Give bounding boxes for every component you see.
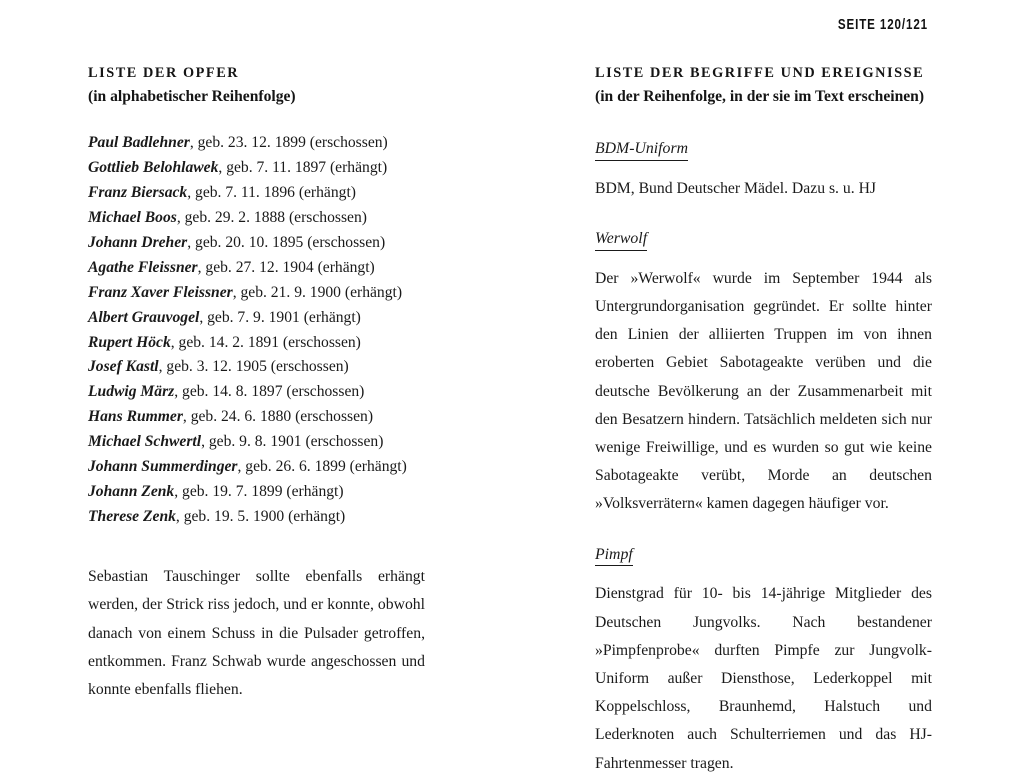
victim-name: Paul Badlehner: [88, 133, 190, 151]
glossary-term: BDM-Uniform: [595, 141, 688, 161]
victim-details: , geb. 23. 12. 1899 (erschossen): [189, 133, 388, 151]
victim-name: Franz Xaver Fleissner: [88, 283, 233, 301]
victim-list-item: [88, 505, 425, 530]
victim-details: , geb. 9. 8. 1901 (erschossen): [201, 433, 384, 451]
victim-name: Ludwig März: [88, 383, 175, 401]
victim-details: , geb. 19. 5. 1900 (erhängt): [175, 508, 346, 526]
victim-name: Albert Grauvogel: [88, 308, 200, 326]
victim-details: , geb. 29. 2. 1888 (erschossen): [176, 208, 367, 226]
victim-details: , geb. 19. 7. 1899 (erhängt): [174, 483, 344, 501]
victim-name: Hans Rummer: [88, 408, 183, 426]
victim-list-item: [88, 355, 425, 380]
victim-details: , geb. 14. 2. 1891 (erschossen): [170, 333, 361, 351]
glossary-definition: Der »Werwolf« wurde im September 1944 als Untergrundorganisation gegründet. Er sollte hinter den Linien der alliierten Truppen im von ihnen eroberten Gebiet Sabotageakte verüben und die deutsche Bevölkerung an der Zusammenarbeit mit den Besatzern hindern. Tatsächlich meldeten sich nur wenige Freiwillige, und es wurden so gut wie keine Sabotageakte verübt, Morde an deutschen »Volksverrätern« kamen dagegen häufiger vor.: [595, 269, 932, 513]
victim-name: Therese Zenk: [88, 508, 176, 526]
column-victims: [88, 66, 425, 778]
glossary-entry: [595, 140, 932, 203]
glossary-definition: Dienstgrad für 10- bis 14-jährige Mitglieder des Deutschen Jungvolks. Nach bestandener »Pimpfenprobe« durften Pimpfe zur Jungvolk-Uniform außer Diensthose, Lederkoppel mit Koppelschloss, Braunhemd, Halstuch und Lederknoten auch Schulterriemen und das HJ-Fahrtenmesser tragen.: [595, 585, 932, 772]
victim-details: , geb. 7. 9. 1901 (erhängt): [199, 308, 361, 326]
victim-details: , geb. 3. 12. 1905 (erschossen): [158, 358, 349, 376]
victim-list-item: [88, 380, 425, 405]
victim-list-item: [88, 331, 425, 356]
glossary-term: Werwolf: [595, 231, 647, 251]
victim-name: Josef Kastl: [88, 358, 159, 376]
victims-section-subheading: (in alphabetischer Reihenfolge): [88, 88, 296, 106]
victim-name: Michael Boos: [88, 208, 177, 226]
victim-name: Agathe Fleissner: [88, 258, 198, 276]
victim-list-item: [88, 306, 425, 331]
victim-list-item: [88, 156, 425, 181]
glossary-term: Pimpf: [595, 547, 633, 567]
victim-details: , geb. 24. 6. 1880 (erschossen): [182, 408, 374, 426]
victim-list-item: [88, 181, 425, 206]
victim-details: , geb. 7. 11. 1897 (erhängt): [218, 158, 388, 176]
victim-details: , geb. 26. 6. 1899 (erhängt): [237, 458, 407, 476]
victim-details: , geb. 27. 12. 1904 (erhängt): [197, 258, 375, 276]
victim-list-item: [88, 206, 425, 231]
victim-name: Michael Schwertl: [88, 433, 202, 451]
column-glossary: [595, 66, 932, 778]
victim-name: Rupert Höck: [88, 333, 171, 351]
victim-list-item: [88, 231, 425, 256]
victim-list-item: [88, 256, 425, 281]
victim-list-item: [88, 405, 425, 430]
victim-list-item: [88, 480, 425, 505]
glossary-section-subheading: (in der Reihenfolge, in der sie im Text erscheinen): [595, 88, 925, 106]
victims-list: [88, 131, 425, 530]
glossary-entry: [595, 546, 932, 778]
victim-name: Franz Biersack: [88, 183, 188, 201]
glossary-definition: BDM, Bund Deutscher Mädel. Dazu s. u. HJ: [595, 179, 877, 197]
victim-details: , geb. 21. 9. 1900 (erhängt): [232, 283, 403, 301]
victim-list-item: [88, 281, 425, 306]
victims-closing-paragraph: Sebastian Tauschinger sollte ebenfalls erhängt werden, der Strick riss jedoch, und er konnte, obwohl danach von einem Schuss in die Pulsader getroffen, entkommen. Franz Schwab wurde angeschossen und konnte ebenfalls fliehen.: [88, 568, 425, 698]
victim-name: Johann Dreher: [88, 233, 188, 251]
page-columns: [88, 66, 932, 778]
glossary-entry: [595, 230, 932, 519]
glossary-entries: [595, 140, 932, 778]
victim-details: , geb. 7. 11. 1896 (erhängt): [187, 183, 356, 201]
victim-list-item: [88, 430, 425, 455]
running-head-page-number: SEITE 120/121: [837, 17, 928, 33]
glossary-section-heading: LISTE DER BEGRIFFE UND EREIGNISSE: [595, 65, 925, 81]
victim-details: , geb. 14. 8. 1897 (erschossen): [174, 383, 365, 401]
victim-name: Johann Zenk: [88, 483, 175, 501]
victim-details: , geb. 20. 10. 1895 (erschossen): [187, 233, 386, 251]
victims-section-heading: LISTE DER OPFER: [88, 65, 240, 81]
victim-list-item: [88, 131, 425, 156]
victim-name: Gottlieb Belohlawek: [88, 158, 219, 176]
victim-list-item: [88, 455, 425, 480]
victim-name: Johann Summerdinger: [88, 458, 238, 476]
